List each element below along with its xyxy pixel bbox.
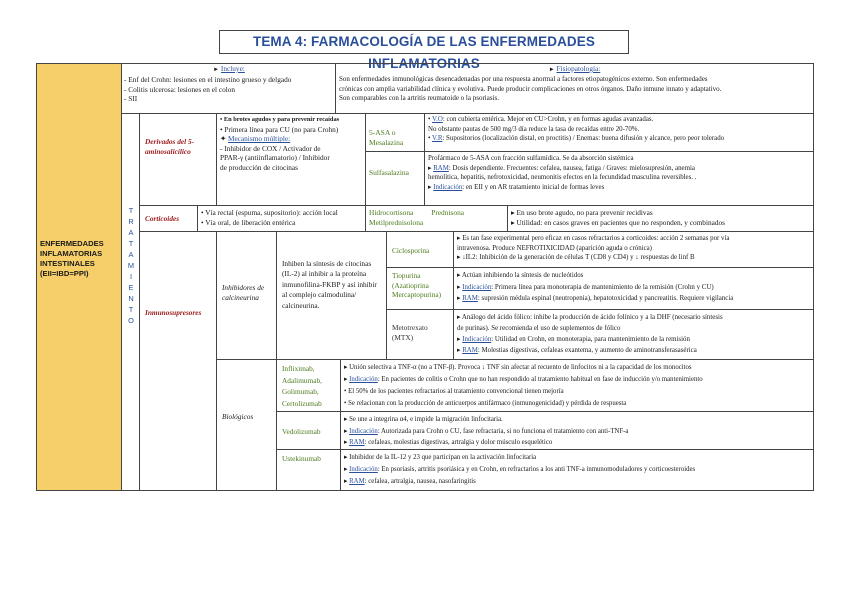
biologicos-label: Biológicos [222, 412, 254, 421]
keyword-label: Indicación [349, 376, 378, 383]
tratamiento-letter: O [128, 316, 134, 325]
inmunosupresores-label: Inmunosupresores [145, 308, 202, 317]
vedolizumab-text: ▸ Se une a integrina α4, e impide la migración linfocitaria. ▸ Indicación: Autorizada para Crohn o CU, fase refractaria, si no funciona el tratamiento con anti-TNF-a ▸ RAM: cefaleas, molestias digestivas, artralgia y dolor músculo esquelético [344, 416, 629, 446]
tiopurina-text: ▸ Actúan inhibiendo la síntesis de nucleótidos ▸ Indicación: Primera línea para monoterapia de mantenimiento de la remisión (Crohn y CU) ▸ RAM: supresión médula espinal (neutropenia), hepatotoxicidad y pancreatitis. Requiere vigilancia [457, 272, 734, 302]
incluye-item: - SII [124, 94, 138, 104]
corticoides-label: Corticoides [145, 214, 180, 223]
sulfasalazina-name: Sulfasalazina [369, 168, 409, 177]
incluye-item: - Colitis ulcerosa: lesiones en el colon [124, 84, 236, 94]
mesalazina-text: • V.O: con cubierta entérica. Mejor en CU>Crohn, y en formas agudas avanzadas. No obstante pautas de 500 mg/3 día reduce la tasa de recaídas entre 20-70%. • V.R: Supositorios (localización distal, en proctitis) / Enemas: buena difusión y alcance, pero peor tolerado [428, 116, 725, 143]
ciclosporina-text: ▸ Es tan fase experimental pero eficaz en casos refractarios a corticoides: acción 2 semanas por vía intravenosa. Produce NEFROTIXICIDAD (aparición aguda o crónica) ▸ ↓IL2: Inhibición de la generación de células T (CD8 y CD4) y ↓ respuestas de linf B [457, 235, 730, 262]
tratamiento-letter: N [128, 294, 134, 303]
calcineurina-mecanismo: Inhiben la síntesis de citocinas (IL-2) al inhibir a la proteína inmunofilina-FKBP y así inhibir al complejo calmodulina/ calcineurina. [282, 259, 377, 310]
aminosalicilico-label: Derivados del 5-aminosalicílico [145, 137, 195, 156]
tiopurina-name: Tiopurina (Azatioprina Mercaptopurina) [392, 271, 442, 300]
tratamiento-letter: A [128, 250, 134, 259]
keyword-label: Indicación [349, 427, 378, 435]
aminosalicilico-desc: • En brotes agudos y para prevenir recaídas • Primera línea para CU (no para Crohn) ✦ Mecanismo múltiple: - Inhibidor de COX / Activador de PPAR-γ (antiinflamatorio) / Inhibidor de producción de citocinas [220, 116, 340, 172]
fisiopatologia-header: ► Fisiopatología: [548, 64, 601, 73]
keyword-label: V.O [432, 116, 443, 123]
ciclosporina-name: Ciclosporina [392, 246, 430, 255]
tratamiento-letter: A [128, 228, 134, 237]
tratamiento-letter: T [128, 239, 134, 248]
incluye-list [122, 74, 334, 105]
metotrexato-text: ▸ Análogo del ácido fólico: inhibe la producción de ácido folínico y a la DHF (necesario síntesis de purinas). Se recomienda el uso de suplementos de fólico ▸ Indicación: Utilidad en Crohn, en monoterapia, para mantenimiento de la remisión ▸ RAM: Molestias digestivas, cefaleas exantema, y aumento de aminotransferasasérica [457, 314, 723, 354]
keyword-label: Indicación [462, 283, 492, 291]
biologicos-label-cell [217, 360, 277, 490]
tratamiento-letter: T [128, 305, 134, 314]
incluye-item: - Enf del Crohn: lesiones en el intestino grueso y delgado [124, 75, 292, 84]
tratamiento-letter: E [128, 283, 134, 292]
ustekinumab-name: Ustekinumab [282, 454, 321, 463]
keyword-label: Indicación [349, 466, 378, 473]
keyword-label: RAM [433, 164, 449, 172]
incluye-header: ► Incluye: [213, 64, 245, 73]
anti-tnf-drugs: Infliximab, Adalimumab, Golimumab, Certolizumab [282, 364, 322, 408]
keyword-label: RAM [349, 439, 365, 446]
ustekinumab-text: ▸ Inhibidor de la IL-12 y 23 que participan en la activación linfocitaria ▸ Indicación: En psoriasis, artritis psoriásica y en Crohn, en refractarios a los anti TNF-a inmunomoduladores y corticoesteroides ▸ RAM: cefalea, artralgia, nausea, nasofaringitis [344, 454, 696, 485]
mesalazina-name: 5-ASA o Mesalazina [369, 128, 404, 147]
fisiopatologia-text: Son enfermedades inmunológicas desencadenadas por una respuesta anormal a factores etiopatogénicos externo. Son enfermedades crónicas con amplia variabilidad clínica y evolutiva. Puede producir complicaciones en otros órganos. Daño inmune innato y adaptativo. Son comparables con la artritis reumatoide o la psoriasis. [339, 75, 722, 103]
tratamiento-letter: R [128, 217, 134, 226]
corticoides-drugs: Hidrocortisona Prednisona Metilprednisolona [369, 208, 465, 227]
disease-label: ENFERMEDADES INFLAMATORIAS INTESTINALES (EII=IBD=PPI) [40, 239, 104, 278]
keyword-label: Indicación [433, 183, 463, 191]
keyword-label: RAM [462, 295, 478, 302]
page-title: TEMA 4: FARMACOLOGÍA DE LAS ENFERMEDADES INFLAMATORIAS [219, 30, 629, 54]
calcineurina-label: Inhibidores de calcineurina [222, 283, 265, 302]
anti-tnf-text: ▸ Unión selectiva a TNF-α (no a TNF-β). Provoca ↓ TNF sin afectar al recuento de linfocitos ni a la capacidad de los monocitos ▸ Indicación: En pacientes de colitis o Crohn que no han respondido al tratamiento habitual en fase de inducción y/o mantenimiento • El 50% de los pacientes refractarios al tratamiento convencional tienen mejoría • Se relacionan con la producción de anticuerpos antifármaco (inmunogenicidad) y pérdida de respuesta [344, 364, 703, 407]
tratamiento-letter: M [127, 261, 135, 270]
keyword-label: RAM [462, 347, 478, 354]
keyword-label: V.R [432, 135, 443, 143]
corticoides-uses: ▸ En uso brote agudo, no para prevenir recidivas ▸ Utilidad: en casos graves en pacientes que no responden, y combinados [511, 208, 726, 227]
corticoides-vias: • Vía rectal (espuma, supositorio): acción local • Vía oral, de liberación entérica [201, 208, 338, 227]
tratamiento-letter: I [129, 272, 133, 281]
vedolizumab-name: Vedolizumab [282, 427, 321, 436]
metotrexato-name: Metotrexato (MTX) [392, 323, 428, 342]
tratamiento-letter: T [128, 206, 134, 215]
keyword-label: Indicación [462, 336, 492, 343]
keyword-label: RAM [349, 478, 365, 485]
inmunosupresores-label-cell [140, 232, 217, 490]
sulfasalazina-text: Profármaco de 5-ASA con fracción sulfamídica. Se da absorción sistémica ▸ RAM: Dosis dependiente. Frecuentes: cefalea, nausea, fatiga / Graves: mielosupresión, anemia hemolítica, hepatitis, nefrotoxicidad, neumonitis efectos en la fecundidad masculina reversibles. . ▸ Indicación: en EII y en AR tratamiento inicial de formas leves [428, 155, 697, 191]
tratamiento-label [122, 205, 140, 326]
aminosalicilico-label-cell [140, 114, 217, 206]
